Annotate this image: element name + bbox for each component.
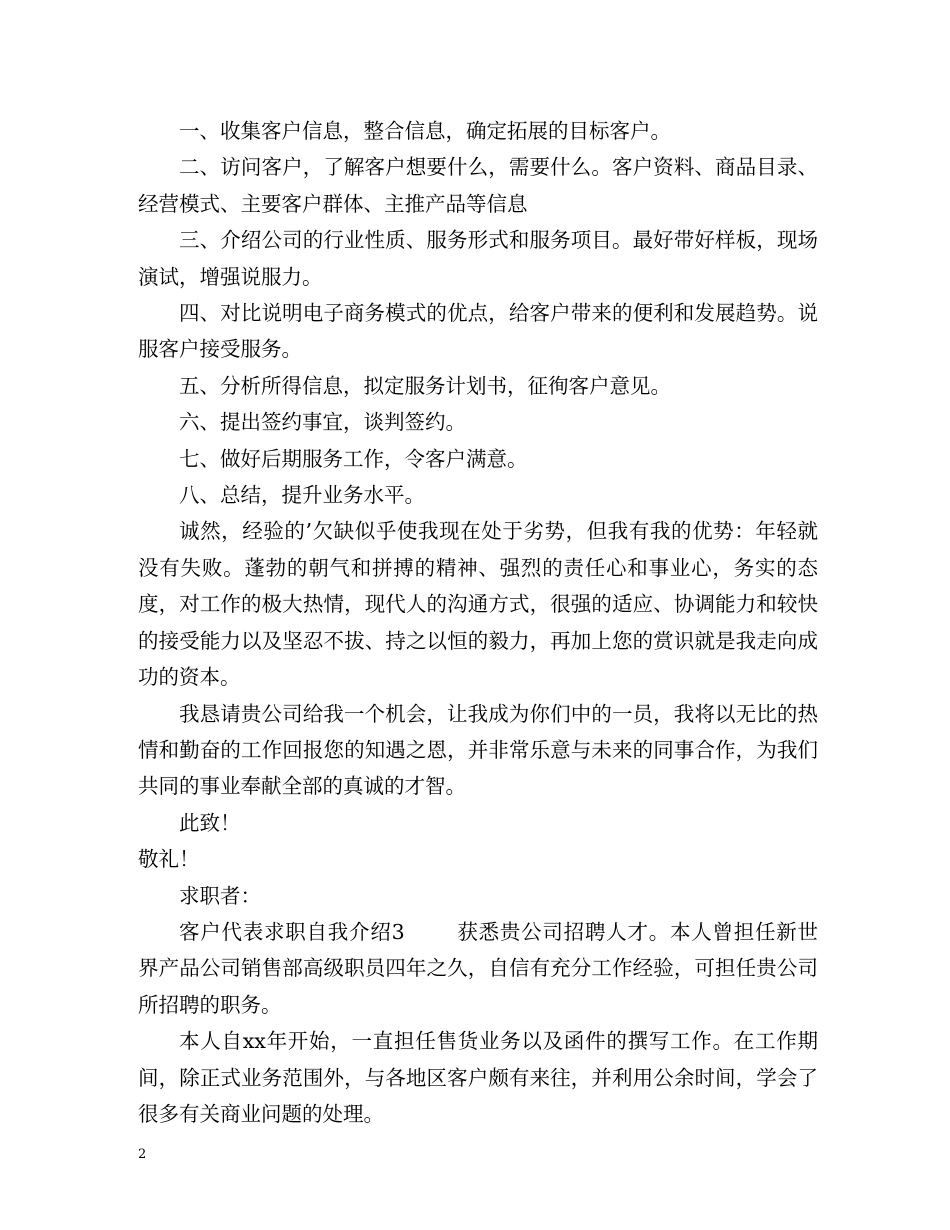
page-number: 2 — [138, 1147, 147, 1162]
closing-regards: 敬礼！ — [138, 847, 200, 872]
paragraph-step-1: 一、收集客户信息，整合信息，确定拓展的目标客户。 — [179, 119, 671, 143]
document-body — [138, 113, 818, 1132]
closing-salutation: 此致！ — [179, 810, 241, 835]
intro-heading: 客户代表求职自我介绍3 — [179, 919, 405, 944]
paragraph-step-6: 六、提出签约事宜，谈判签约。 — [179, 410, 466, 435]
intro-body: 获悉贵公司招聘人才。本人曾担任新世界产品公司销售部高级职员四年之久，自信有充分工作经验，可担任贵公司所招聘的职务。 — [138, 919, 819, 1017]
paragraph-step-4: 四、对比说明电子商务模式的优点，给客户带来的便利和发展趋势。说服客户接受服务。 — [138, 301, 818, 362]
paragraph-step-3: 三、介绍公司的行业性质、服务形式和服务项目。最好带好样板，现场演试，增强说服力。 — [138, 228, 818, 289]
paragraph-step-7: 七、做好后期服务工作，令客户满意。 — [179, 446, 528, 471]
paragraph-step-8: 八、总结，提升业务水平。 — [179, 483, 425, 508]
paragraph-step-5: 五、分析所得信息，拟定服务计划书，征徇客户意见。 — [179, 373, 671, 398]
paragraph-experience: 本人自xx年开始，一直担任售货业务以及函件的撰写工作。在工作期间，除正式业务范围外，与各地区客户颇有来往，并利用公余时间，学会了很多有关商业问题的处理。 — [138, 1029, 818, 1126]
paragraph-strengths: 诚然，经验的’欠缺似乎使我现在处于劣势，但我有我的优势：年轻就没有失败。蓬勃的朝气和拼搏的精神、强烈的责任心和事业心，务实的态度，对工作的极大热情，现代人的沟通方式，很强的适应、协调能力和较快的接受能力以及坚忍不拔、持之以恒的毅力，再加上您的赏识就是我走向成功的资本。 — [138, 519, 818, 690]
paragraph-intro-3 — [138, 914, 818, 1023]
signature-label: 求职者： — [179, 883, 261, 908]
paragraph-request: 我恳请贵公司给我一个机会，让我成为你们中的一员，我将以无比的热情和勤奋的工作回报您的知遇之恩，并非常乐意与未来的同事合作，为我们共同的事业奉献全部的真诚的才智。 — [138, 701, 818, 799]
paragraph-step-2: 二、访问客户，了解客户想要什么，需要什么。客户资料、商品目录、经营模式、主要客户群体、主推产品等信息 — [138, 155, 818, 216]
